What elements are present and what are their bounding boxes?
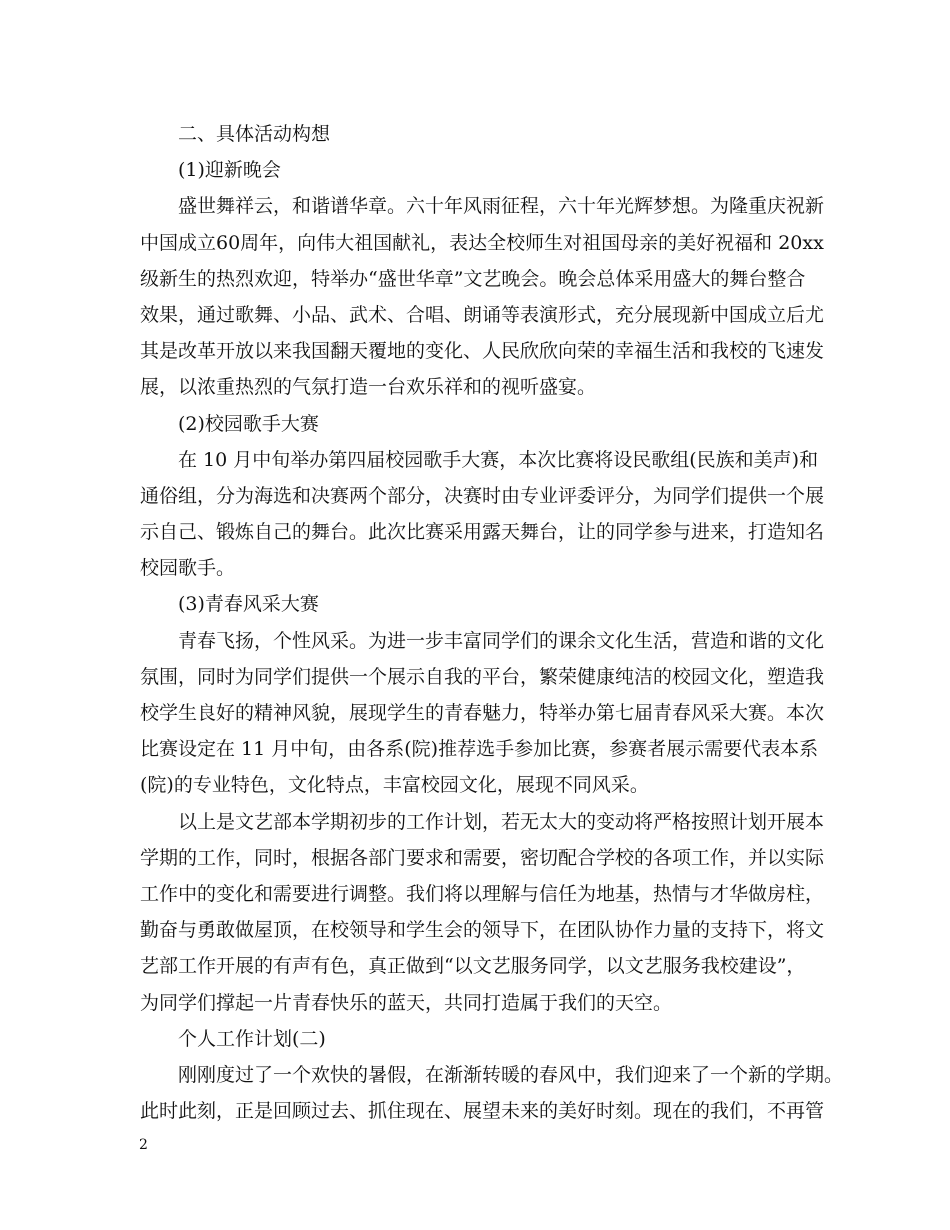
paragraph-line: 青春飞扬，个性风采。为进一步丰富同学们的课余文化生活，营造和谐的文化 bbox=[178, 629, 825, 652]
subheading-welcome-gala: (1)迎新晚会 bbox=[178, 159, 281, 182]
paragraph-line: 在 10 月中旬举办第四届校园歌手大赛，本次比赛将设民歌组(民族和美声)和 bbox=[178, 448, 819, 471]
paragraph-line: 工作中的变化和需要进行调整。我们将以理解与信任为地基，热情与才华做房柱， bbox=[140, 882, 825, 905]
paragraph-line: 效果，通过歌舞、小品、武术、合唱、朗诵等表演形式，充分展现新中国成立后尤 bbox=[140, 303, 825, 326]
subheading-singer-contest: (2)校园歌手大赛 bbox=[178, 412, 319, 435]
document-body bbox=[140, 116, 844, 1129]
paragraph-line: 通俗组，分为海选和决赛两个部分，决赛时由专业评委评分，为同学们提供一个展 bbox=[140, 484, 825, 507]
subheading-personal-plan: 个人工作计划(二) bbox=[178, 1027, 326, 1050]
paragraph-line: 盛世舞祥云，和谐谱华章。六十年风雨征程，六十年光辉梦想。为隆重庆祝新 bbox=[178, 195, 825, 218]
paragraph-line: 其是改革开放以来我国翻天覆地的变化、人民欣欣向荣的幸福生活和我校的飞速发 bbox=[140, 340, 825, 363]
paragraph-line: 学期的工作，同时，根据各部门要求和需要，密切配合学校的各项工作，并以实际 bbox=[140, 846, 825, 869]
paragraph-line: 勤奋与勇敢做屋顶，在校领导和学生会的领导下，在团队协作力量的支持下，将文 bbox=[140, 919, 825, 942]
paragraph-line: 刚刚度过了一个欢快的暑假，在渐渐转暖的春风中，我们迎来了一个新的学期。 bbox=[178, 1063, 844, 1086]
paragraph-line: 比赛设定在 11 月中旬，由各系(院)推荐选手参加比赛，参赛者展示需要代表本系 bbox=[140, 738, 819, 761]
paragraph-line: (院)的专业特色，文化特点，丰富校园文化，展现不同风采。 bbox=[140, 774, 649, 797]
paragraph-line: 校学生良好的精神风貌，展现学生的青春魅力，特举办第七届青春风采大赛。本次 bbox=[140, 702, 825, 724]
paragraph-line: 示自己、锻炼自己的舞台。此次比赛采用露天舞台，让的同学参与进来，打造知名 bbox=[140, 521, 825, 544]
paragraph-line: 为同学们撑起一片青春快乐的蓝天，共同打造属于我们的天空。 bbox=[140, 991, 673, 1014]
paragraph-line: 艺部工作开展的有声有色，真正做到“以文艺服务同学，以文艺服务我校建设”， bbox=[140, 955, 806, 978]
subheading-youth-contest: (3)青春风采大赛 bbox=[178, 593, 319, 616]
page-number: 2 bbox=[139, 1137, 148, 1153]
paragraph-line: 氛围，同时为同学们提供一个展示自我的平台，繁荣健康纯洁的校园文化，塑造我 bbox=[140, 665, 825, 688]
section-heading: 二、具体活动构想 bbox=[178, 123, 331, 145]
paragraph-line: 级新生的热烈欢迎，特举办“盛世华章”文艺晚会。晚会总体采用盛大的舞台整合 bbox=[140, 267, 806, 290]
paragraph-line: 此时此刻，正是回顾过去、抓住现在、展望未来的美好时刻。现在的我们，不再管 bbox=[140, 1100, 825, 1123]
paragraph-line: 以上是文艺部本学期初步的工作计划，若无太大的变动将严格按照计划开展本 bbox=[178, 810, 825, 833]
paragraph-line: 中国成立60周年，向伟大祖国献礼，表达全校师生对祖国母亲的美好祝福和 20xx bbox=[140, 231, 824, 254]
paragraph-line: 校园歌手。 bbox=[140, 557, 236, 580]
paragraph-line: 展，以浓重热烈的气氛打造一台欢乐祥和的视听盛宴。 bbox=[140, 376, 597, 399]
